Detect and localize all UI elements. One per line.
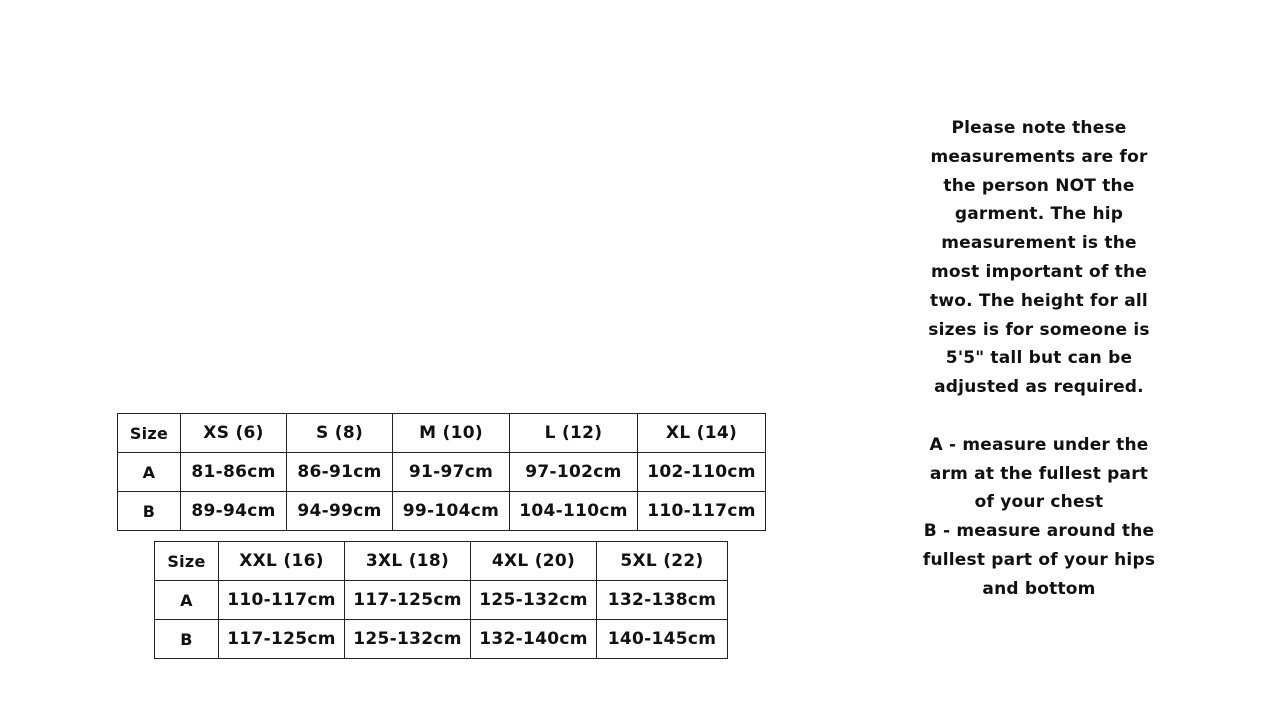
measurement-cell: 132-140cm xyxy=(471,620,597,659)
measurement-cell: 125-132cm xyxy=(471,581,597,620)
measurement-cell: 102-110cm xyxy=(638,453,766,492)
size-m-header: M (10) xyxy=(393,414,510,453)
table-row xyxy=(155,620,728,659)
row-label-b: B xyxy=(118,492,181,531)
measurement-cell: 86-91cm xyxy=(287,453,393,492)
person-note xyxy=(918,114,1160,402)
size-xl-header: XL (14) xyxy=(638,414,766,453)
row-label-a: A xyxy=(155,581,219,620)
row-label-b: B xyxy=(155,620,219,659)
measurement-cell: 91-97cm xyxy=(393,453,510,492)
measurement-notes xyxy=(918,114,1160,604)
size-table-xs-xl xyxy=(117,413,766,531)
measurement-cell: 117-125cm xyxy=(345,581,471,620)
measurement-cell: 140-145cm xyxy=(597,620,728,659)
note-text-after: the garment. The hip measurement is the most important of the two. The height for all sizes is for someone is 5'5" tall but can be adjusted as required. xyxy=(928,175,1150,398)
table-header-row xyxy=(155,542,728,581)
table-row xyxy=(118,492,766,531)
measurement-cell: 125-132cm xyxy=(345,620,471,659)
size-header: Size xyxy=(118,414,181,453)
size-table-xxl-5xl xyxy=(154,541,728,659)
table-row xyxy=(118,453,766,492)
measurement-cell: 99-104cm xyxy=(393,492,510,531)
measure-b-instruction: B - measure around the fullest part of your hips and bottom xyxy=(922,521,1156,599)
table-header-row xyxy=(118,414,766,453)
size-s-header: S (8) xyxy=(287,414,393,453)
measurement-cell: 117-125cm xyxy=(219,620,345,659)
table-row xyxy=(155,581,728,620)
measurement-cell: 110-117cm xyxy=(219,581,345,620)
measurement-cell: 81-86cm xyxy=(181,453,287,492)
size-xxl-header: XXL (16) xyxy=(219,542,345,581)
measurement-cell: 97-102cm xyxy=(510,453,638,492)
note-emphasis: NOT xyxy=(1055,175,1097,196)
measurement-cell: 104-110cm xyxy=(510,492,638,531)
measurement-cell: 89-94cm xyxy=(181,492,287,531)
size-xs-header: XS (6) xyxy=(181,414,287,453)
size-4xl-header: 4XL (20) xyxy=(471,542,597,581)
row-label-a: A xyxy=(118,453,181,492)
spacer xyxy=(918,402,1160,431)
measure-a-instruction: A - measure under the arm at the fullest part of your chest xyxy=(929,434,1149,513)
size-5xl-header: 5XL (22) xyxy=(597,542,728,581)
measurement-cell: 132-138cm xyxy=(597,581,728,620)
measurement-cell: 94-99cm xyxy=(287,492,393,531)
size-l-header: L (12) xyxy=(510,414,638,453)
measurement-cell: 110-117cm xyxy=(638,492,766,531)
size-header: Size xyxy=(155,542,219,581)
size-3xl-header: 3XL (18) xyxy=(345,542,471,581)
note-text-before: Please note these measurements are for the person xyxy=(930,118,1148,196)
